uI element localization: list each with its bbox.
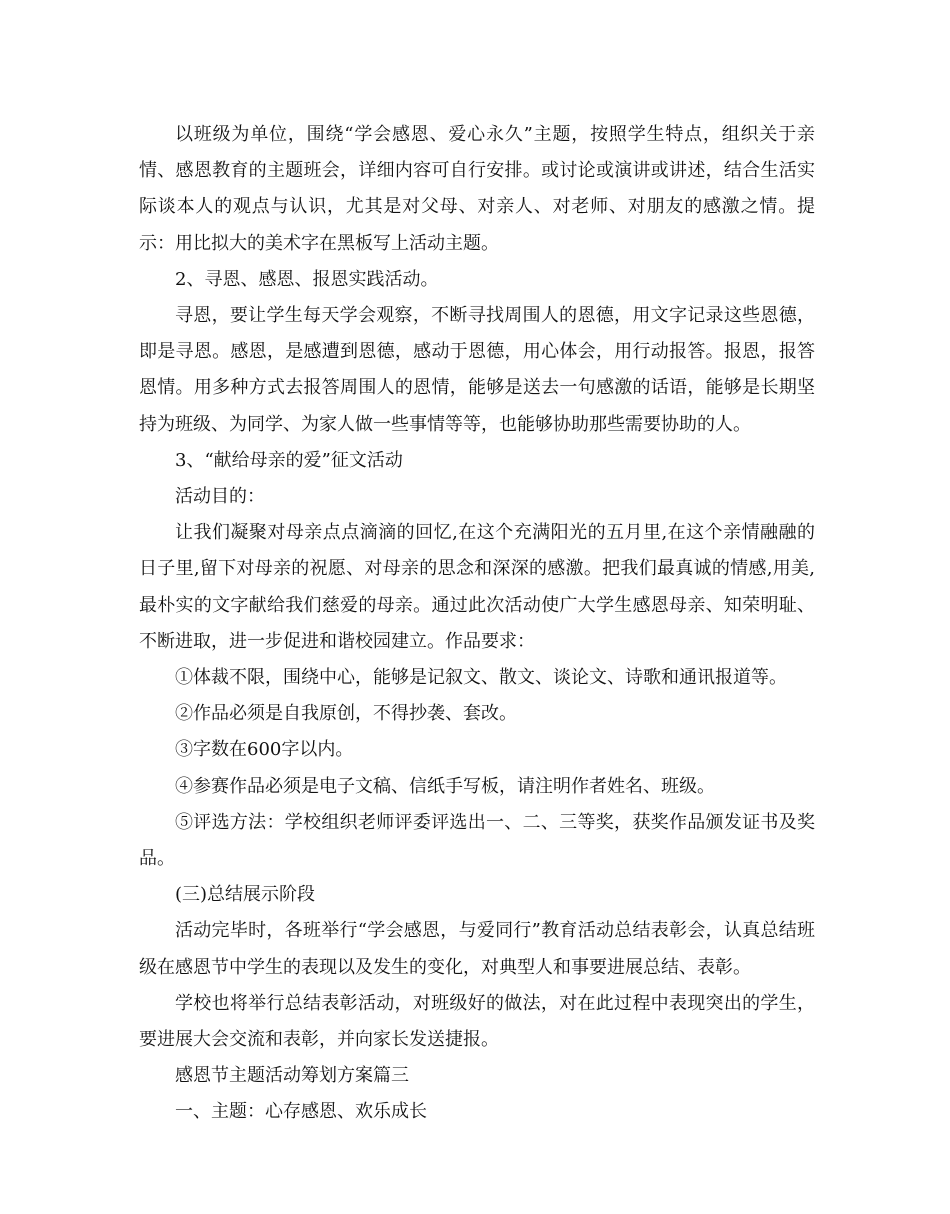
paragraph-summary-school: 学校也将举行总结表彰活动，对班级好的做法，对在此过程中表现突出的学生，要进展大会交流和表彰，并向家长发送捷报。 (139, 992, 815, 1051)
section-heading-summary: (三)总结展示阶段 (175, 884, 316, 906)
paragraph-heading-practice: 2、寻恩、感恩、报恩实践活动。 (175, 268, 439, 290)
requirement-item-3: ③字数在600字以内。 (175, 739, 354, 761)
requirement-item-1: ①体裁不限，围绕中心，能够是记叙文、散文、谈论文、诗歌和通讯报道等。 (175, 667, 787, 689)
section-title-plan-three: 感恩节主题活动筹划方案篇三 (175, 1065, 409, 1087)
requirement-item-4: ④参赛作品必须是电子文稿、信纸手写板，请注明作者姓名、班级。 (175, 775, 715, 797)
requirement-item-2: ②作品必须是自我原创，不得抄袭、套改。 (175, 703, 517, 725)
paragraph-class-meeting: 以班级为单位，围绕“学会感恩、爱心永久”主题，按照学生特点，组织关于亲情、感恩教育的主题班会，详细内容可自行安排。或讨论或演讲或讲述，结合生活实际谈本人的观点与认识，尤其是对父母、对亲人、对老师、对朋友的感激之情。提示：用比拟大的美术字在黑板写上活动主题。 (139, 124, 815, 254)
paragraph-theme: 一、主题：心存感恩、欢乐成长 (175, 1101, 427, 1123)
paragraph-heading-essay: 3、“献给母亲的爱”征文活动 (175, 449, 403, 471)
paragraph-summary-class: 活动完毕时，各班举行“学会感恩，与爱同行”教育活动总结表彰会，认真总结班级在感恩节中学生的表现以及发生的变化，对典型人和事要进展总结、表彰。 (139, 920, 815, 978)
requirement-item-5: ⑤评选方法：学校组织老师评委评选出一、二、三等奖，获奖作品颁发证书及奖品。 (139, 811, 815, 870)
paragraph-purpose-label: 活动目的： (175, 486, 265, 508)
paragraph-purpose-text: 让我们凝聚对母亲点点滴滴的回忆,在这个充满阳光的五月里,在这个亲情融融的日子里,留下对母亲的祝愿、对母亲的思念和深深的感激。把我们最真诚的情感,用美,最朴实的文字献给我们慈爱的母亲。通过此次活动使广大学生感恩母亲、知荣明耻、不断进取，进一步促进和谐校园建立。作品要求： (139, 522, 815, 652)
paragraph-practice-details: 寻恩，要让学生每天学会观察，不断寻找周围人的恩德，用文字记录这些恩德，即是寻恩。感恩，是感遭到恩德，感动于恩德，用心体会，用行动报答。报恩，报答恩情。用多种方式去报答周围人的恩情，能够是送去一句感激的话语，能够是长期坚持为班级、为同学、为家人做一些事情等等，也能够协助那些需要协助的人。 (139, 305, 815, 435)
